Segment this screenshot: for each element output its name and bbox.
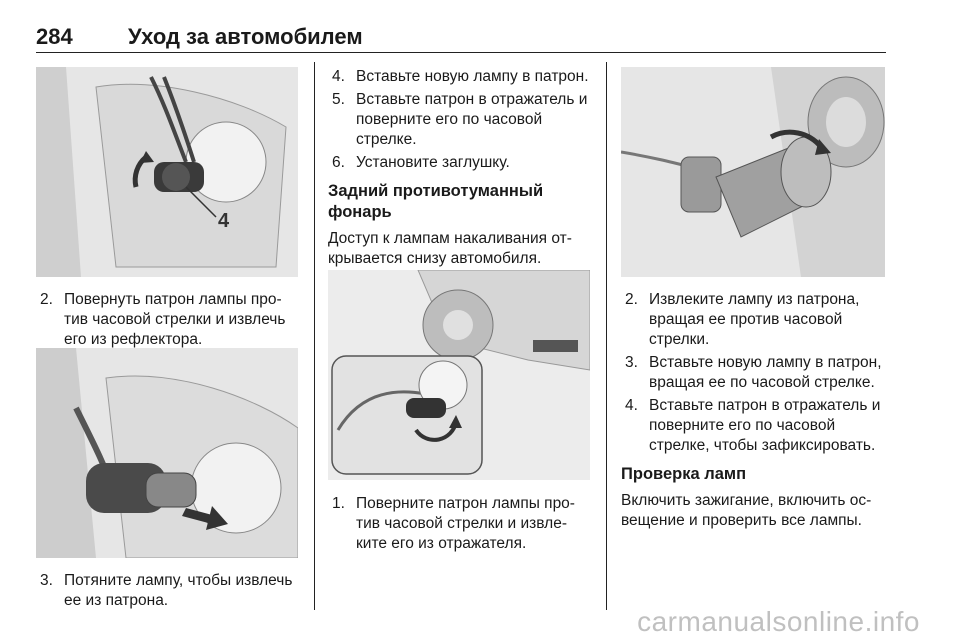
illustration-fog-lamp-access: [328, 270, 590, 480]
step-text: Потяните лампу, чтобы извлечь ее из патрона.: [64, 572, 293, 609]
illustration-socket-rotation: [36, 67, 298, 277]
callout-label: 4: [218, 210, 230, 232]
col1-steps-a: [36, 290, 298, 353]
step-text: Вставьте патрон в отражатель и поверните его по часовой стрелке.: [356, 91, 588, 148]
col3-text: [621, 290, 889, 535]
page-title: Уход за автомобилем: [128, 24, 363, 49]
step-number: 2.: [625, 291, 638, 308]
list-item: [621, 353, 889, 393]
step-text: Поверните патрон лампы про-тив часовой стрелки и извле-ките его из отражателя.: [356, 495, 575, 552]
step-text: Извлеките лампу из патрона, вращая ее против часовой стрелки.: [649, 291, 860, 348]
step-text: Установите заглушку.: [356, 154, 510, 171]
list-item: [328, 90, 594, 150]
paragraph: Доступ к лампам накаливания от-крывается снизу автомобиля.: [328, 230, 572, 267]
step-text: Вставьте новую лампу в патрон.: [356, 68, 589, 85]
step-number: 4.: [625, 397, 638, 414]
page-header: [36, 22, 886, 53]
illustration-bulb-pull: [36, 348, 298, 558]
step-text: Вставьте патрон в отражатель и поверните его по часовой стрелке, чтобы зафиксировать.: [649, 397, 881, 454]
figure-lamp-socket-rear: [36, 67, 298, 277]
list-item: [328, 67, 594, 87]
illustration-bulb-rotate: [621, 67, 885, 277]
col1-steps-b: [36, 571, 298, 614]
step-number: 3.: [625, 354, 638, 371]
list-item: [621, 396, 889, 456]
step-number: 5.: [332, 91, 345, 108]
list-item: [621, 290, 889, 350]
col2-steps-b: [328, 494, 594, 557]
column-divider: [314, 62, 315, 610]
paragraph: Включить зажигание, включить ос-вещение и проверить все лампы.: [621, 492, 872, 529]
section-heading: Задний противотуманный фонарь: [328, 182, 544, 221]
figure-rear-fog-lamp: [328, 270, 590, 480]
column-divider: [606, 62, 607, 610]
figure-bulb-removal: [36, 348, 298, 558]
list-item: [36, 290, 298, 350]
figure-bulb-socket: [621, 67, 885, 277]
list-item: [328, 494, 594, 554]
list-item: [36, 571, 298, 611]
step-text: Вставьте новую лампу в патрон, вращая ее по часовой стрелке.: [649, 354, 882, 391]
step-number: 4.: [332, 68, 345, 85]
step-number: 2.: [40, 291, 53, 308]
watermark: carmanualsonline.info: [637, 606, 920, 637]
section-heading: Проверка ламп: [621, 465, 747, 483]
page-number: 284: [36, 24, 73, 49]
step-number: 6.: [332, 154, 345, 171]
step-text: Повернуть патрон лампы про-тив часовой стрелки и извлечь его из рефлектора.: [64, 291, 286, 348]
list-item: [328, 153, 594, 173]
col2-text-top: [328, 67, 594, 273]
step-number: 1.: [332, 495, 345, 512]
step-number: 3.: [40, 572, 53, 589]
